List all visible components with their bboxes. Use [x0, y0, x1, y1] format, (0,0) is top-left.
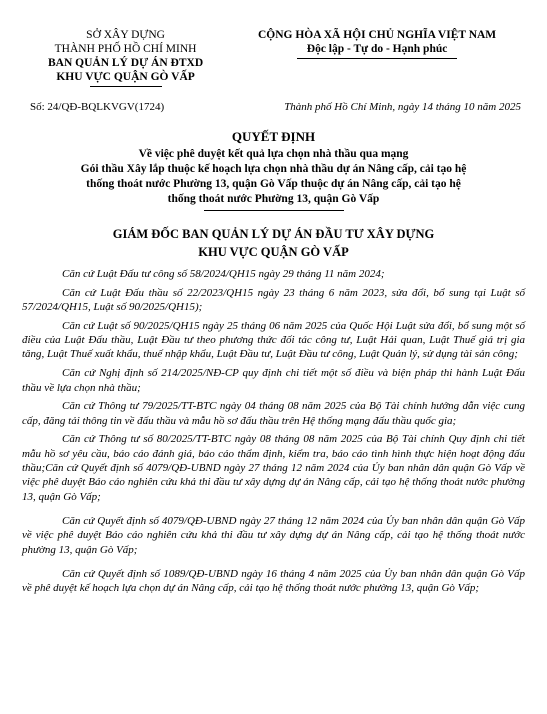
legal-basis-paragraph: Căn cứ Thông tư số 80/2025/TT-BTC ngày 08 tháng 08 năm 2025 của Bộ Tài chính Quy định chi tiết mẫu hồ sơ yêu cầu, báo cáo đánh giá, báo cáo thẩm định, kiểm tra, báo cáo tình hình thực hiện hoạt động đấu thầu;Căn cứ Quyết định số 4079/QĐ-UBND ngày 27 tháng 12 năm 2024 của Ủy ban nhân dân quận Gò Vấp về việc phê duyệt Báo cáo nghiên cứu khả thi đầu tư xây dựng dự án Nâng cấp, cải tạo hệ thống thoát nước phường 13, quận Gò Vấp;	[22, 433, 525, 503]
place-date: Thành phố Hồ Chí Minh, ngày 14 tháng 10 năm 2025	[284, 101, 521, 113]
agency-line-4: KHU VỰC QUẬN GÒ VẤP	[56, 71, 195, 83]
legal-basis-paragraph: Căn cứ Luật Đấu thầu số 22/2023/QH15 ngày 23 tháng 6 năm 2023, sửa đổi, bổ sung tại Luật số 57/2024/QH15, Luật số 90/2025/QH15);	[22, 286, 525, 314]
issuing-agency	[22, 28, 229, 87]
document-number: Số: 24/QĐ-BQLKVGV(1724)	[30, 101, 165, 113]
legal-basis-paragraph: Căn cứ Thông tư 79/2025/TT-BTC ngày 04 tháng 08 năm 2025 của Bộ Tài chính hướng dẫn việc cung cấp, đăng tải thông tin về đấu thầu và mẫu hồ sơ đấu thầu trên Hệ thống mạng đấu thầu quốc gia;	[22, 400, 525, 427]
legal-basis-paragraph: Căn cứ Luật Đấu tư công số 58/2024/QH15 ngày 29 tháng 11 năm 2024;	[62, 268, 385, 280]
subject-line-1: Về việc phê duyệt kết quả lựa chọn nhà thầu qua mạng	[138, 148, 409, 160]
subject-line-3: thống thoát nước Phường 13, quận Gò Vấp thuộc dự án Nâng cấp, cải tạo hệ	[86, 178, 461, 190]
legal-basis-paragraph: Căn cứ Luật số 90/2025/QH15 ngày 25 tháng 06 năm 2025 của Quốc Hội Luật sửa đổi, bổ sung một số điều của Luật Đấu thầu, Luật Đầu tư theo phương thức đối tác công tư, Luật Hải quan, Luật Thuế giá trị gia tăng, Luật Thuế xuất khẩu, thuế nhập khẩu, Luật Đầu tư, Luật Đầu tư công, Luật Quản lý, sử dụng tài sản công;	[22, 319, 525, 361]
legal-basis-paragraph: Căn cứ Quyết định số 1089/QĐ-UBND ngày 16 tháng 4 năm 2025 của Ủy ban nhân dân quận Gò Vấp về phê duyệt kế hoạch lựa chọn dự án Nâng cấp, cải tạo hệ thống thoát nước phường 13, quận Gò Vấp;	[22, 567, 525, 595]
legal-basis-paragraph: Căn cứ Nghị định số 214/2025/NĐ-CP quy định chi tiết một số điều và biện pháp thi hành Luật Đấu thầu về lựa chọn nhà thầu;	[22, 367, 525, 394]
subject-line-2: Gói thầu Xây lắp thuộc kế hoạch lựa chọn nhà thầu dự án Nâng cấp, cải tạo hệ	[80, 163, 467, 175]
document-title: QUYẾT ĐỊNH	[231, 129, 316, 144]
legal-basis	[22, 267, 525, 595]
subject-line-4: thống thoát nước Phường 13, quận Gò Vấp	[167, 193, 380, 205]
issuing-authority	[22, 225, 525, 261]
legal-basis-paragraph: Căn cứ Quyết định số 4079/QĐ-UBND ngày 27 tháng 12 năm 2024 của Ủy ban nhân dân quận Gò Vấp về việc phê duyệt Báo cáo nghiên cứu khả thi đầu tư xây dựng dự án Nâng cấp, cải tạo hệ thống thoát nước phường 13, quận Gò Vấp;	[22, 514, 525, 556]
document-meta	[22, 101, 525, 113]
authority-line-2: KHU VỰC QUẬN GÒ VẤP	[198, 245, 349, 259]
authority-line-1: GIÁM ĐỐC BAN QUẢN LÝ DỰ ÁN ĐẦU TƯ XÂY DỰNG	[112, 227, 435, 241]
motto: Độc lập - Tự do - Hạnh phúc	[306, 43, 448, 55]
subject-underline	[204, 210, 344, 211]
agency-line-3: BAN QUẢN LÝ DỰ ÁN ĐTXD	[47, 57, 204, 69]
agency-line-2: THÀNH PHỐ HỒ CHÍ MINH	[54, 43, 197, 55]
document-subject	[22, 147, 525, 207]
motto-underline	[297, 58, 457, 59]
national-motto	[229, 28, 525, 87]
agency-underline	[90, 86, 162, 87]
document-header	[22, 28, 525, 87]
agency-line-1: SỞ XÂY DỰNG	[86, 29, 165, 41]
country-name: CỘNG HÒA XÃ HỘI CHỦ NGHĨA VIỆT NAM	[257, 29, 497, 41]
